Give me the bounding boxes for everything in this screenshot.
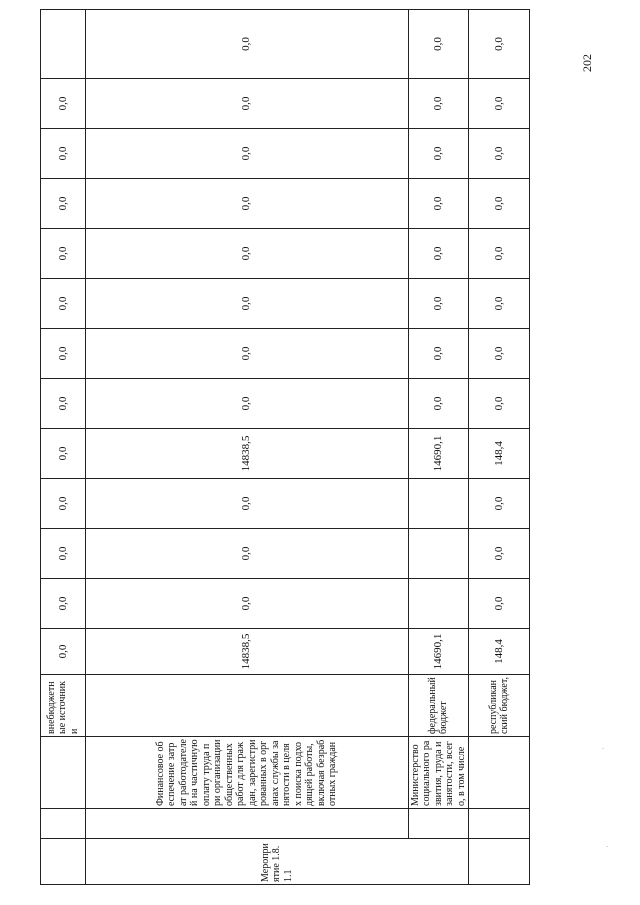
empty-cell (469, 839, 530, 885)
value-cell: 0,0 (86, 379, 409, 429)
value-cell: 0,0 (86, 529, 409, 579)
value-cell: 0,0 (408, 229, 469, 279)
value-cell: 0,0 (41, 629, 86, 675)
value-cell: 148,4 (469, 629, 530, 675)
value-cell: 0,0 (469, 279, 530, 329)
empty-cell (41, 10, 86, 79)
value-cell: 0,0 (408, 379, 469, 429)
scan-speck: . (602, 742, 604, 751)
value-cell: 0,0 (408, 279, 469, 329)
value-cell: 14690,1 (408, 629, 469, 675)
scan-speck: . (606, 840, 608, 849)
table-row (41, 10, 86, 885)
responsible-cell: Министерство социального развития, труда и занятости, всего, в том числе (408, 737, 469, 809)
value-cell: 0,0 (469, 379, 530, 429)
value-cell: 0,0 (469, 79, 530, 129)
value-cell (408, 579, 469, 629)
extrabudget-label: внебюджетные источники (41, 675, 86, 737)
value-cell: 0,0 (469, 10, 530, 79)
value-cell: 0,0 (86, 279, 409, 329)
value-cell: 0,0 (41, 329, 86, 379)
page-number: 202 (580, 54, 594, 72)
empty-cell (41, 737, 86, 809)
value-cell: 0,0 (41, 379, 86, 429)
value-cell: 0,0 (41, 129, 86, 179)
value-cell: 0,0 (86, 329, 409, 379)
empty-cell (408, 809, 469, 839)
value-cell: 0,0 (469, 529, 530, 579)
value-cell: 0,0 (86, 229, 409, 279)
value-cell: 0,0 (41, 579, 86, 629)
event-number-cell: Мероприятие 1.8.1.1 (86, 839, 469, 885)
budget-table (40, 9, 530, 885)
empty-cell (41, 839, 86, 885)
value-cell: 14838,5 (86, 429, 409, 479)
value-cell: 0,0 (469, 129, 530, 179)
value-cell: 0,0 (408, 79, 469, 129)
value-cell: 0,0 (408, 10, 469, 79)
event-description-cell: Финансовое обеспечение затрат работодателей на частичную оплату труда при организации общественных работ для граждан, зарегистрированных в органах службы занятости в целях поиска подходящей работы, включая безработных граждан (86, 737, 409, 809)
value-cell: 0,0 (469, 479, 530, 529)
value-cell: 0,0 (408, 179, 469, 229)
value-cell: 0,0 (41, 529, 86, 579)
value-cell: 0,0 (41, 229, 86, 279)
empty-cell (86, 675, 409, 737)
value-cell: 0,0 (86, 179, 409, 229)
value-cell: 0,0 (86, 479, 409, 529)
table-row (408, 10, 469, 885)
federal-budget-label: федеральный бюджет (408, 675, 469, 737)
value-cell: 148,4 (469, 429, 530, 479)
value-cell: 0,0 (86, 129, 409, 179)
table-row (469, 10, 530, 885)
value-cell (408, 529, 469, 579)
empty-cell (469, 737, 530, 809)
value-cell: 0,0 (469, 579, 530, 629)
value-cell: 0,0 (86, 579, 409, 629)
value-cell: 0,0 (408, 329, 469, 379)
republic-budget-label: республиканский бюджет, (469, 675, 530, 737)
empty-cell (86, 809, 409, 839)
value-cell: 0,0 (41, 429, 86, 479)
value-cell (408, 479, 469, 529)
empty-cell (469, 809, 530, 839)
value-cell: 0,0 (41, 79, 86, 129)
value-cell: 0,0 (86, 79, 409, 129)
value-cell: 0,0 (41, 179, 86, 229)
value-cell: 14838,5 (86, 629, 409, 675)
empty-cell (41, 809, 86, 839)
value-cell: 0,0 (469, 329, 530, 379)
rotated-table-container (40, 37, 530, 885)
value-cell: 0,0 (469, 179, 530, 229)
value-cell: 0,0 (86, 10, 409, 79)
value-cell: 0,0 (408, 129, 469, 179)
value-cell: 0,0 (469, 229, 530, 279)
value-cell: 0,0 (41, 479, 86, 529)
value-cell: 0,0 (41, 279, 86, 329)
value-cell: 14690,1 (408, 429, 469, 479)
